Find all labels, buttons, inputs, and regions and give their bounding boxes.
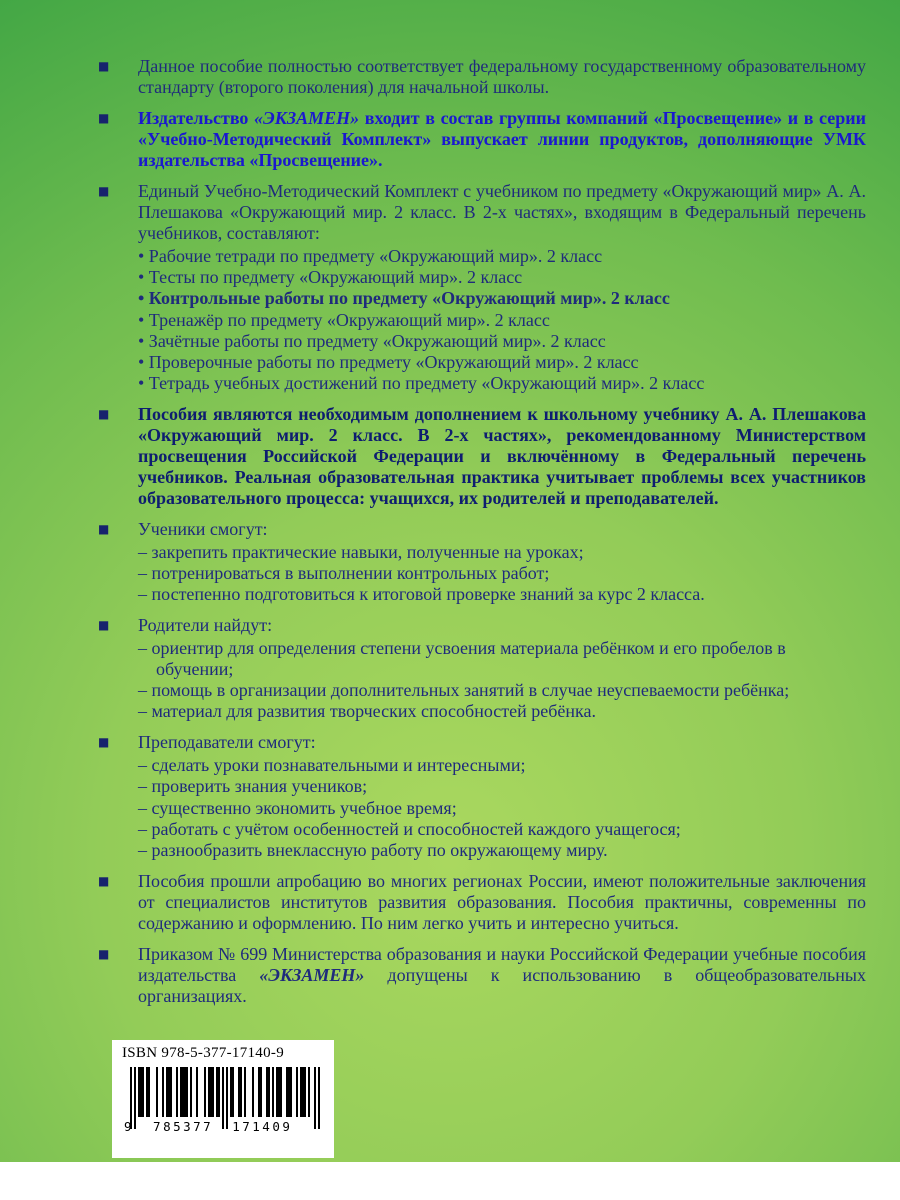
bullet-square-icon: ■ bbox=[98, 521, 110, 536]
bullet-square-icon: ■ bbox=[98, 184, 110, 199]
teachers-list-item: – сделать уроки познавательными и интересными; bbox=[138, 755, 526, 776]
students-list-item: – закрепить практические навыки, полученные на уроках; bbox=[138, 541, 584, 562]
ministry-order-section bbox=[98, 944, 866, 1007]
teachers-list-item: – разнообразить внеклассную работу по окружающему миру. bbox=[138, 839, 608, 860]
publisher-text-run2: входит в состав группы компаний «Просвещение» и в серии «Учебно-Методический Комплект» выпускает линии продуктов, дополняющие УМК издательства «Просвещение». bbox=[138, 108, 866, 171]
order-text-run1: Приказом № 699 Министерства образования и науки Российской Федерации учебные пособия издательства bbox=[138, 943, 866, 985]
teachers-list bbox=[138, 755, 866, 860]
publisher-section bbox=[98, 108, 866, 171]
standard-compliance-section bbox=[98, 56, 866, 98]
umk-list-item-highlighted: • Контрольные работы по предмету «Окружающий мир». 2 класс bbox=[138, 288, 670, 309]
bullet-square-icon: ■ bbox=[98, 735, 110, 750]
ministry-order-paragraph bbox=[138, 944, 866, 1007]
order-text-run2: допущены к использованию в общеобразовательных организациях. bbox=[138, 964, 866, 1006]
umk-list-item: • Тетрадь учебных достижений по предмету «Окружающий мир». 2 класс bbox=[138, 372, 705, 393]
publisher-brand-name: «ЭКЗАМЕН» bbox=[254, 108, 360, 129]
order-brand-name: «ЭКЗАМЕН» bbox=[259, 964, 365, 985]
supplement-section bbox=[98, 404, 866, 509]
bullet-square-icon: ■ bbox=[98, 406, 110, 421]
parents-heading: Родители найдут: bbox=[138, 615, 273, 636]
barcode-digits: 9 785377 171409 bbox=[124, 1119, 293, 1134]
teachers-section bbox=[98, 732, 866, 860]
students-list-item: – потренироваться в выполнении контрольных работ; bbox=[138, 563, 550, 584]
parents-list bbox=[138, 638, 866, 722]
bullet-square-icon: ■ bbox=[98, 873, 110, 888]
approbation-paragraph: Пособия прошли апробацию во многих регионах России, имеют положительные заключения от специалистов институтов развития образования. Пособия практичны, современны по содержанию и оформлению. По ним легко учить и интересно учиться. bbox=[138, 870, 866, 933]
bullet-square-icon: ■ bbox=[98, 618, 110, 633]
parents-body bbox=[138, 615, 866, 722]
umk-list-item: • Рабочие тетради по предмету «Окружающий мир». 2 класс bbox=[138, 246, 603, 267]
standard-compliance-paragraph: Данное пособие полностью соответствует федеральному государственному образовательному стандарту (второго поколения) для начальной школы. bbox=[138, 56, 866, 98]
barcode-bar bbox=[318, 1067, 320, 1129]
umk-list-item: • Тренажёр по предмету «Окружающий мир». 2 класс bbox=[138, 309, 550, 330]
publisher-paragraph bbox=[138, 108, 866, 171]
students-body bbox=[138, 519, 866, 605]
teachers-list-item: – работать с учётом особенностей и способностей каждого учащегося; bbox=[138, 818, 681, 839]
isbn-text: ISBN 978-5-377-17140-9 bbox=[122, 1045, 285, 1061]
isbn-barcode-box bbox=[112, 1040, 334, 1158]
teachers-list-item: – проверить знания учеников; bbox=[138, 776, 368, 797]
approbation-section bbox=[98, 871, 866, 934]
teachers-heading: Преподаватели смогут: bbox=[138, 732, 316, 753]
parents-section bbox=[98, 615, 866, 722]
parents-list-item: – материал для развития творческих способностей ребёнка. bbox=[138, 701, 596, 722]
supplement-paragraph: Пособия являются необходимым дополнением к школьному учебнику А. А. Плешакова «Окружающий мир. 2 класс. В 2-х частях», рекомендованному Министерством просвещения Российской Федерации и включённому в Федеральный перечень учебников. Реальная образовательная практика учитывает проблемы всех участников образовательного процесса: учащихся, их родителей и преподавателей. bbox=[138, 403, 866, 508]
umk-intro-paragraph: Единый Учебно-Методический Комплект с учебником по предмету «Окружающий мир» А. А. Плешакова «Окружающий мир. 2 класс. В 2-х частях», входящим в Федеральный перечень учебников, составляют: bbox=[138, 181, 866, 244]
umk-body bbox=[138, 181, 866, 393]
students-list bbox=[138, 542, 866, 605]
students-section bbox=[98, 519, 866, 605]
cover-text-content bbox=[98, 56, 866, 1017]
teachers-body bbox=[138, 732, 866, 860]
umk-list-item: • Тесты по предмету «Окружающий мир». 2 класс bbox=[138, 267, 523, 288]
umk-bullet-list bbox=[138, 246, 866, 393]
parents-list-item: – ориентир для определения степени усвоения материала ребёнком и его пробелов в обучении; bbox=[138, 638, 786, 680]
students-heading: Ученики смогут: bbox=[138, 518, 268, 539]
page-bottom-margin bbox=[0, 1162, 900, 1200]
parents-list-item: – помощь в организации дополнительных занятий в случае неуспеваемости ребёнка; bbox=[138, 680, 790, 701]
students-list-item: – постепенно подготовиться к итоговой проверке знаний за курс 2 класса. bbox=[138, 584, 705, 605]
bullet-square-icon: ■ bbox=[98, 946, 110, 961]
bullet-square-icon: ■ bbox=[98, 111, 110, 126]
bullet-square-icon: ■ bbox=[98, 59, 110, 73]
umk-section bbox=[98, 181, 866, 393]
teachers-list-item: – существенно экономить учебное время; bbox=[138, 797, 457, 818]
umk-list-item: • Зачётные работы по предмету «Окружающий мир». 2 класс bbox=[138, 330, 606, 351]
publisher-text-run1: Издательство bbox=[138, 108, 255, 129]
umk-list-item: • Проверочные работы по предмету «Окружающий мир». 2 класс bbox=[138, 351, 639, 372]
